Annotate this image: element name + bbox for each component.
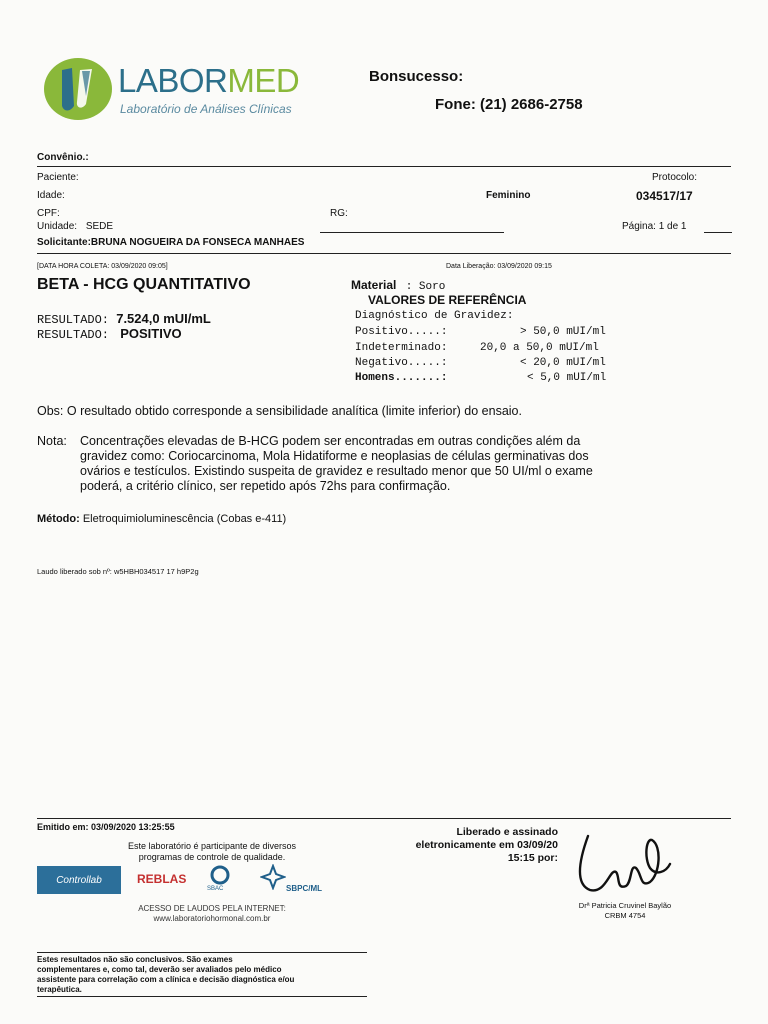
- ref-label: Indeterminado:: [355, 342, 448, 354]
- quality-line: Este laboratório é participante de diversos: [127, 841, 297, 851]
- ref-value: > 50,0 mUI/ml: [520, 326, 606, 338]
- ref-row-indeterminado: [355, 342, 599, 354]
- signed-line: eletronicamente em 03/09/20: [415, 839, 558, 851]
- internet-line: ACESSO DE LAUDOS PELA INTERNET:: [138, 904, 286, 913]
- divider: [37, 818, 731, 819]
- nota-label: Nota:: [37, 434, 67, 448]
- solicitante-value: BRUNA NOGUEIRA DA FONSECA MANHAES: [90, 237, 305, 248]
- sbac-label: SBAC: [207, 886, 224, 892]
- protocolo-label: Protocolo:: [652, 172, 698, 183]
- solicitante-row: [37, 237, 304, 248]
- sexo-value: Feminino: [486, 190, 531, 201]
- quality-programs: [37, 841, 387, 863]
- nota-line: ovários e testículos. Existindo suspeita de gravidez e resultado menor que 50 UI/ml o exame: [80, 464, 593, 478]
- doctor-crbm: CRBM 4754: [604, 911, 646, 920]
- paciente-label: Paciente:: [37, 172, 79, 183]
- logo-med: MED: [227, 62, 300, 99]
- material-row: [351, 278, 445, 293]
- unidade-row: [37, 221, 113, 232]
- ref-value: < 5,0 mUI/ml: [527, 372, 607, 384]
- nota-line: gravidez como: Coriocarcinoma, Mola Hidatiforme e neoplasias de células germinativas dos: [80, 449, 589, 463]
- metodo-label: Método:: [37, 513, 80, 525]
- coleta-date: [DATA HORA COLETA: 03/09/2020 09:05]: [37, 263, 168, 270]
- labormed-logo-icon: [42, 56, 114, 122]
- controllab-text: Controllab: [56, 874, 102, 886]
- page-underline: [704, 232, 732, 233]
- signed-line: Liberado e assinado: [456, 826, 558, 838]
- signature-icon: [570, 828, 680, 898]
- ref-subtitle: Diagnóstico de Gravidez:: [355, 310, 514, 322]
- disclaimer-line: assistente para correlação com a clínica e decisão diagnóstica e/ou: [37, 975, 295, 984]
- nota-line: Concentrações elevadas de B-HCG podem ser encontradas em outras condições além da: [80, 434, 581, 448]
- divider: [37, 952, 367, 953]
- ref-value: 20,0 a 50,0 mUI/ml: [480, 342, 599, 354]
- divider: [37, 996, 367, 997]
- emitido-date: Emitido em: 03/09/2020 13:25:55: [37, 822, 175, 832]
- doctor-name: Drª Patricia Cruvinel Baylão: [578, 901, 672, 910]
- branch-name: Bonsucesso:: [369, 68, 464, 85]
- nota-text: [80, 434, 730, 494]
- solicitante-label: Solicitante:: [37, 237, 91, 248]
- material-value: : Soro: [405, 281, 446, 293]
- ref-row-negativo: [355, 357, 606, 369]
- divider: [37, 166, 731, 167]
- ref-title: VALORES DE REFERÊNCIA: [368, 293, 527, 307]
- doctor-block: [560, 901, 690, 921]
- branch-phone: Fone: (21) 2686-2758: [435, 96, 583, 113]
- rg-label: RG:: [330, 208, 348, 219]
- resultado2-value: POSITIVO: [120, 326, 182, 341]
- logo-labor: LABOR: [118, 62, 228, 99]
- idade-label: Idade:: [37, 190, 65, 201]
- signed-block: [380, 826, 558, 865]
- disclaimer-line: terapêutica.: [37, 985, 82, 994]
- protocolo-value: 034517/17: [636, 189, 693, 203]
- material-label: Material: [351, 278, 397, 292]
- metodo-row: [37, 513, 286, 525]
- quality-line: programas de controle de qualidade.: [138, 852, 286, 862]
- disclaimer: [37, 955, 372, 995]
- page-number: Página: 1 de 1: [622, 221, 687, 232]
- logo-wordmark: [118, 62, 299, 100]
- ref-value: < 20,0 mUI/ml: [520, 357, 606, 369]
- sbpcml-label: SBPC/ML: [286, 884, 322, 893]
- ref-label: Positivo.....:: [355, 326, 448, 338]
- ref-row-positivo: [355, 326, 606, 338]
- reblas-logo: [137, 872, 186, 886]
- metodo-value: Eletroquimioluminescência (Cobas e-411): [82, 513, 287, 525]
- logo-subtitle: Laboratório de Análises Clínicas: [120, 102, 292, 116]
- laudo-number: Laudo liberado sob nº: w5HBH034517 17 h9P2g: [37, 567, 199, 576]
- ref-label: Homens.......:: [355, 372, 448, 384]
- rg-underline: [320, 232, 504, 233]
- liberacao-date: Data Liberação: 03/09/2020 09:15: [446, 263, 552, 270]
- controllab-logo: [37, 866, 121, 894]
- nota-line: poderá, a critério clínico, ser repetido após 72hs para confirmação.: [80, 479, 451, 493]
- resultado-value: 7.524,0 mUI/mL: [116, 311, 211, 326]
- internet-access: [37, 904, 387, 924]
- internet-url[interactable]: www.laboratoriohormonal.com.br: [153, 914, 271, 923]
- resultado-label: RESULTADO:: [37, 313, 110, 327]
- cpf-label: CPF:: [37, 208, 60, 219]
- resultado2-label: RESULTADO:: [37, 328, 110, 342]
- disclaimer-line: Estes resultados não são conclusivos. São exames: [37, 955, 233, 964]
- sbac-icon: [205, 864, 235, 886]
- sbpcml-icon: [260, 864, 286, 890]
- exam-title: BETA - HCG QUANTITATIVO: [37, 276, 251, 293]
- unidade-value: SEDE: [85, 221, 114, 232]
- resultado2-row: [37, 326, 182, 342]
- obs-text: Obs: O resultado obtido corresponde a sensibilidade analítica (limite inferior) do ensaio.: [37, 404, 522, 418]
- signed-line: 15:15 por:: [507, 852, 558, 864]
- ref-label: Negativo.....:: [355, 357, 448, 369]
- ref-row-homens: [355, 372, 607, 384]
- reblas-text: REBLAS: [137, 872, 187, 886]
- resultado-row: [37, 311, 211, 327]
- disclaimer-line: complementares e, como tal, deverão ser avaliados pelo médico: [37, 965, 282, 974]
- unidade-label: Unidade:: [37, 221, 78, 232]
- divider: [37, 253, 731, 254]
- convenio-label: Convênio.:: [37, 152, 89, 163]
